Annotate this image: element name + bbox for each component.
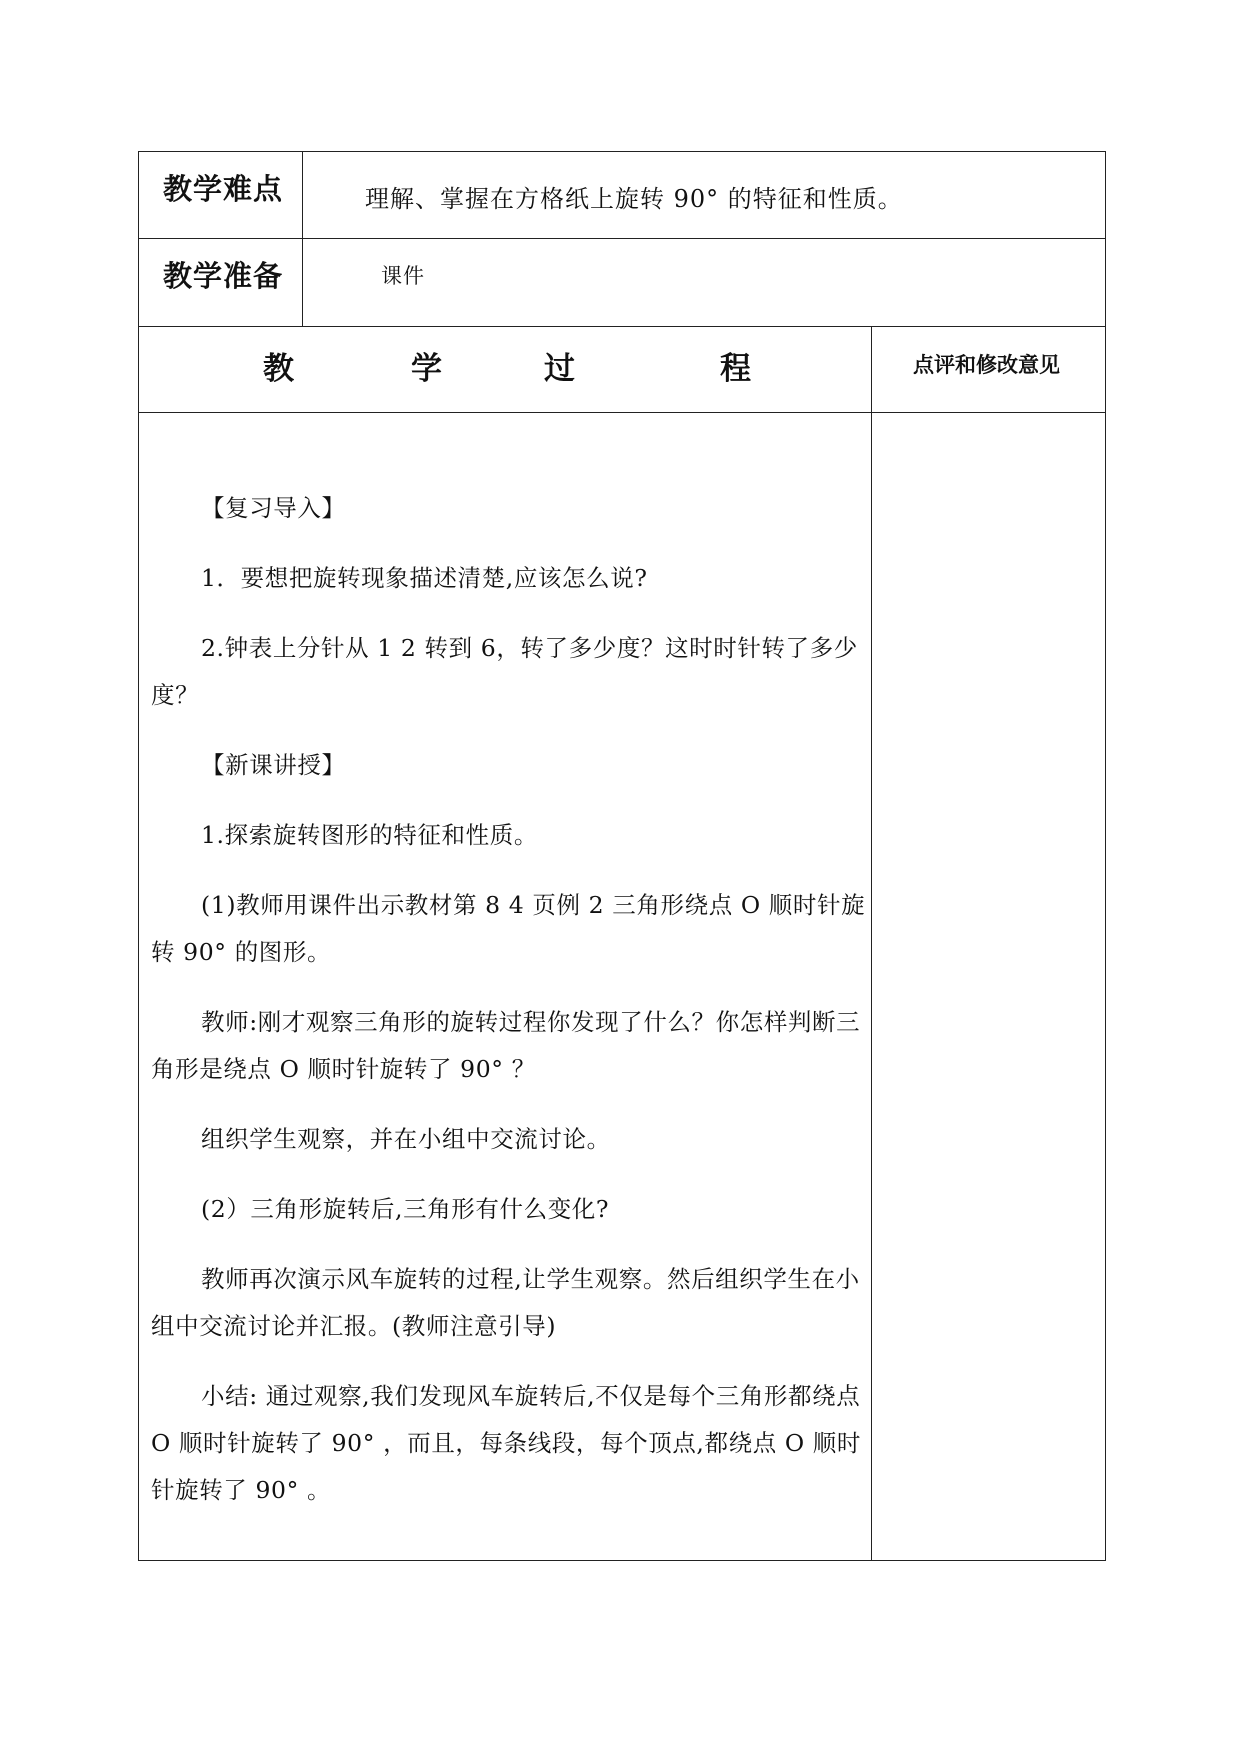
paragraph: 教师:刚才观察三角形的旋转过程你发现了什么？你怎样判断三角形是绕点 O 顺时针旋转了 90° ？	[151, 1008, 861, 1083]
process-header-char-3: 过	[544, 351, 575, 387]
section-heading-new-lesson: 【新课讲授】	[201, 751, 346, 779]
paragraph: 教师再次演示风车旋转的过程,让学生观察。然后组织学生在小组中交流讨论并汇报。(教师注意引导)	[151, 1265, 860, 1340]
paragraph: 组织学生观察，并在小组中交流讨论。	[201, 1125, 611, 1153]
paragraph: 2.钟表上分针从 1 2 转到 6，转了多少度？这时时针转了多少度？	[151, 634, 858, 709]
section-heading-review: 【复习导入】	[201, 494, 346, 522]
lesson-plan-table	[138, 151, 1106, 1561]
row-divider-1	[139, 238, 1105, 239]
process-header-char-1: 教	[263, 351, 294, 387]
label-column-divider	[302, 152, 303, 326]
paragraph: 1．要想把旋转现象描述清楚,应该怎么说?	[201, 564, 648, 592]
paragraph: (1)教师用课件出示教材第 8 4 页例 2 三角形绕点 O 顺时针旋转 90° 的图形。	[151, 891, 866, 966]
teaching-process-content	[151, 485, 879, 1537]
row-divider-3	[139, 412, 1105, 413]
preparation-content: 课件	[381, 264, 425, 288]
process-header-char-2: 学	[411, 351, 442, 387]
comment-column-header: 点评和修改意见	[913, 353, 1060, 377]
difficulty-label: 教学难点	[163, 172, 284, 206]
paragraph: (2）三角形旋转后,三角形有什么变化?	[201, 1195, 610, 1223]
paragraph: 小结: 通过观察,我们发现风车旋转后,不仅是每个三角形都绕点 O 顺时针旋转了 90° ，而且，每条线段，每个顶点,都绕点 O 顺时针旋转了 90° 。	[151, 1382, 862, 1504]
process-header-char-4: 程	[720, 351, 751, 387]
row-divider-2	[139, 326, 1105, 327]
preparation-label: 教学准备	[163, 259, 284, 293]
difficulty-content: 理解、掌握在方格纸上旋转 90° 的特征和性质。	[365, 185, 903, 213]
paragraph: 1.探索旋转图形的特征和性质。	[201, 821, 538, 849]
